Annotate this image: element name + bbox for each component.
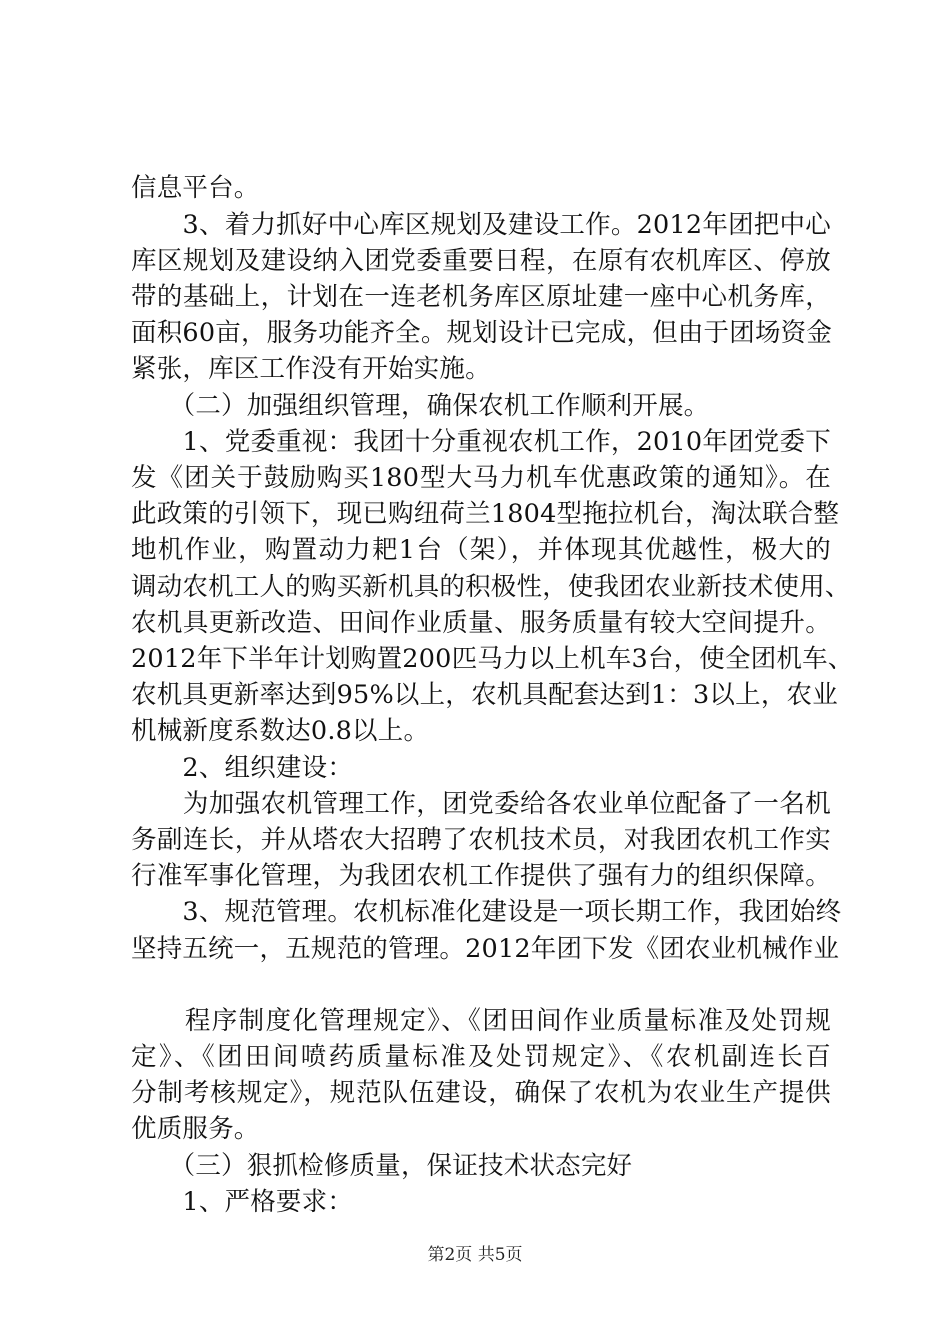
text-line: 农机具更新改造、田间作业质量、服务质量有较大空间提升。 (131, 608, 831, 638)
page-footer: 第2页 共5页 (427, 1245, 523, 1265)
section-heading: （二）加强组织管理，确保农机工作顺利开展。 (131, 391, 710, 421)
text-line: 坚持五统一，五规范的管理。2012年团下发《团农业机械作业 (131, 934, 840, 964)
text-line: 紧张，库区工作没有开始实施。 (131, 354, 491, 384)
text-line: 1、严格要求： (131, 1187, 354, 1217)
text-line: 为加强农机管理工作，团党委给各农业单位配备了一名机 (131, 789, 831, 819)
text-line: 2012年下半年计划购置200匹马力以上机车3台，使全团机车、 (131, 644, 854, 674)
text-line: 分制考核规定》，规范队伍建设，确保了农机为农业生产提供 (131, 1078, 831, 1108)
text-line: 程序制度化管理规定》、《团田间作业质量标准及处罚规 (131, 1006, 831, 1036)
text-line: 务副连长，并从塔农大招聘了农机技术员，对我团农机工作实 (131, 825, 831, 855)
text-line: 带的基础上，计划在一连老机务库区原址建一座中心机务库， (131, 282, 831, 312)
text-line: 优质服务。 (131, 1114, 260, 1144)
text-line: 地机作业，购置动力耙1台（架），并体现其优越性，极大的 (131, 535, 831, 565)
text-line: 行准军事化管理，为我团农机工作提供了强有力的组织保障。 (131, 861, 831, 891)
text-line: 3、规范管理。农机标准化建设是一项长期工作，我团始终 (131, 897, 842, 927)
text-line: 此政策的引领下，现已购纽荷兰1804型拖拉机台，淘汰联合整 (131, 499, 840, 529)
text-line: 信息平台。 (131, 173, 260, 203)
text-line: 调动农机工人的购买新机具的积极性，使我团农业新技术使用、 (131, 572, 851, 602)
text-line: 农机具更新率达到95%以上，农机具配套达到1：3以上，农业 (131, 680, 838, 710)
text-line: 3、着力抓好中心库区规划及建设工作。2012年团把中心 (131, 210, 831, 240)
text-line: 机械新度系数达0.8以上。 (131, 716, 430, 746)
text-line: 发《团关于鼓励购买180型大马力机车优惠政策的通知》。在 (131, 463, 831, 493)
text-line: 2、组织建设： (131, 753, 354, 783)
section-heading: （三）狠抓检修质量，保证技术状态完好 (131, 1151, 633, 1181)
text-line: 库区规划及建设纳入团党委重要日程，在原有农机库区、停放 (131, 246, 831, 276)
text-line: 定》、《团田间喷药质量标准及处罚规定》、《农机副连长百 (131, 1042, 831, 1072)
text-line: 1、党委重视：我团十分重视农机工作，2010年团党委下 (131, 427, 831, 457)
text-line: 面积60亩，服务功能齐全。规划设计已完成，但由于团场资金 (131, 318, 833, 348)
